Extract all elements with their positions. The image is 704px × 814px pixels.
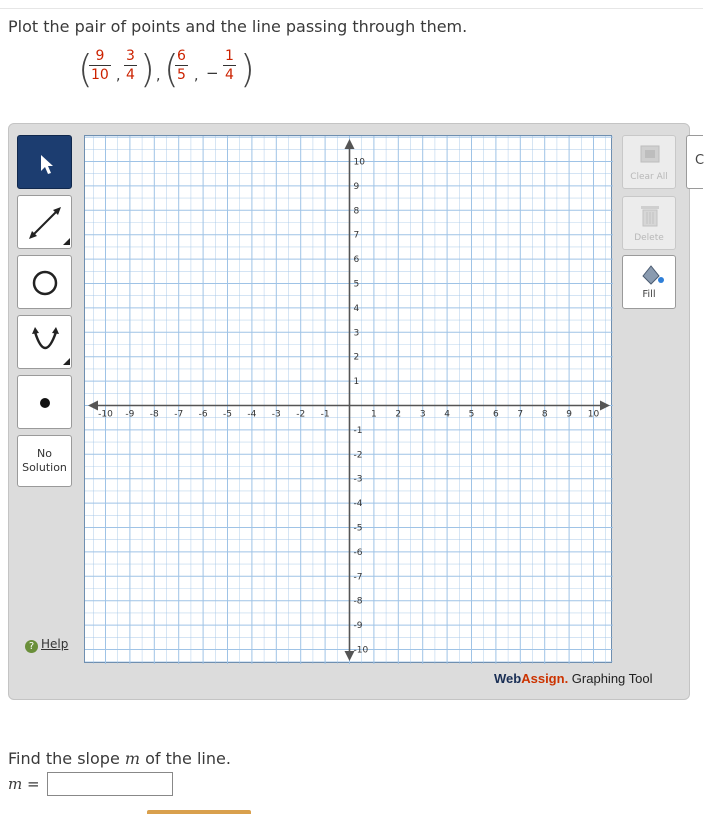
y-axis-arrow-up: [345, 139, 355, 149]
point2-y-fraction: [223, 48, 236, 84]
paint-bucket-icon: [623, 256, 677, 290]
y-tick-label: 10: [353, 157, 365, 168]
fill-button[interactable]: [622, 255, 676, 309]
x-tick-label: -2: [296, 409, 306, 420]
circle-tool-button[interactable]: [17, 255, 72, 309]
fill-label: Fill: [642, 289, 656, 300]
y-tick-label: 6: [353, 255, 360, 266]
point2-x-fraction: [175, 48, 188, 84]
x-tick-label: 5: [468, 409, 475, 420]
y-tick-label: 3: [353, 328, 360, 339]
y-tick-label: 8: [353, 206, 360, 217]
problem-prompt: Plot the pair of points and the line passing through them.: [8, 17, 468, 36]
brand-graphing-tool: Graphing Tool: [568, 671, 653, 686]
slope-variable: m: [8, 775, 23, 793]
no-solution-button[interactable]: [17, 435, 72, 487]
webassign-logo: [494, 671, 653, 686]
partial-button[interactable]: [686, 135, 703, 189]
clear-all-icon: [623, 136, 677, 170]
y-tick-label: -8: [353, 596, 363, 607]
point2-y-denominator: 4: [225, 67, 234, 83]
slope-question: [8, 749, 231, 768]
x-axis-arrow-right: [600, 401, 610, 411]
x-tick-label: 2: [395, 409, 402, 420]
y-tick-label: -10: [353, 645, 369, 656]
circle-icon: [18, 256, 73, 310]
y-tick-label: -7: [353, 572, 363, 583]
x-tick-label: 6: [493, 409, 499, 420]
y-tick-label: 1: [353, 377, 360, 388]
y-tick-label: -4: [353, 499, 363, 510]
clear-all-button[interactable]: [622, 135, 676, 189]
x-tick-label: -9: [125, 409, 135, 420]
y-tick-label: -3: [353, 474, 363, 485]
y-tick-label: -1: [353, 425, 363, 436]
x-tick-label: 10: [587, 409, 600, 420]
point1-y-fraction: [124, 48, 137, 84]
graph-canvas[interactable]: [84, 135, 612, 663]
question-variable: m: [124, 749, 141, 768]
x-tick-label: 9: [566, 409, 572, 420]
parabola-tool-button[interactable]: [17, 315, 72, 369]
help-icon: ?: [25, 640, 38, 653]
x-tick-label: 4: [444, 409, 450, 420]
submit-button-edge[interactable]: [147, 810, 251, 814]
point1-x-numerator: 9: [95, 48, 105, 64]
point2-y-numerator: 1: [225, 48, 234, 64]
close-paren: ): [240, 47, 255, 91]
y-tick-label: 2: [353, 352, 360, 363]
slope-input[interactable]: [47, 772, 173, 796]
y-tick-label: 5: [353, 279, 360, 290]
point2-x-denominator: 5: [177, 67, 186, 83]
slope-label: [8, 775, 40, 793]
top-divider: [0, 0, 703, 9]
x-tick-label: -3: [271, 409, 281, 420]
arrow-pointer-icon: [18, 136, 73, 190]
x-tick-label: -5: [223, 409, 232, 420]
point2-x-numerator: 6: [177, 48, 186, 64]
pointer-tool-button[interactable]: [17, 135, 72, 189]
no-solution-label-line2: Solution: [22, 461, 67, 474]
comma: ,: [156, 68, 161, 84]
y-tick-label: 7: [353, 230, 360, 241]
x-tick-label: -4: [247, 409, 257, 420]
x-tick-label: 8: [541, 409, 548, 420]
y-tick-label: 9: [353, 181, 360, 192]
x-tick-label: -6: [198, 409, 208, 420]
help-label: Help: [41, 637, 69, 651]
delete-label: Delete: [634, 233, 664, 243]
line-tool-button[interactable]: [17, 195, 72, 249]
point1-x-denominator: 10: [91, 67, 109, 83]
trash-icon: [623, 197, 677, 231]
x-tick-label: -1: [320, 409, 330, 420]
question-rest: of the line.: [140, 749, 231, 768]
dot-icon: [18, 376, 73, 430]
x-tick-label: -7: [174, 409, 184, 420]
line-segment-icon: [18, 196, 73, 250]
point-tool-button[interactable]: [17, 375, 72, 429]
close-paren: ): [140, 47, 155, 91]
x-tick-label: 7: [517, 409, 524, 420]
minus-sign: −: [206, 64, 219, 82]
point1-y-numerator: 3: [126, 48, 135, 64]
point1-y-denominator: 4: [126, 67, 135, 83]
clear-all-label: Clear All: [630, 172, 668, 182]
x-tick-label: 1: [371, 409, 377, 420]
x-tick-label: -8: [149, 409, 159, 420]
comma: ,: [116, 68, 121, 84]
x-tick-label: -10: [98, 409, 113, 420]
question-text: Find the slope: [8, 749, 125, 768]
y-tick-label: -9: [353, 621, 363, 632]
y-tick-label: -2: [353, 450, 363, 461]
open-paren: (: [164, 47, 179, 91]
parabola-icon: [18, 316, 73, 370]
brand-dot: .: [564, 671, 569, 686]
point1-x-fraction: [89, 48, 111, 84]
partial-button-glyph: C: [695, 153, 704, 168]
x-tick-label: 3: [419, 409, 426, 420]
y-tick-label: -6: [353, 547, 363, 558]
comma: ,: [194, 68, 199, 84]
delete-button[interactable]: [622, 196, 676, 250]
y-tick-label: -5: [353, 523, 363, 534]
open-paren: (: [78, 47, 93, 91]
y-tick-label: 4: [353, 303, 360, 314]
coordinate-grid: [85, 136, 613, 664]
brand-assign: Assign: [521, 671, 565, 686]
brand-web: Web: [494, 671, 522, 686]
help-link[interactable]: [25, 637, 68, 653]
slope-equals: =: [22, 775, 40, 793]
no-solution-label-line1: No: [37, 447, 52, 460]
